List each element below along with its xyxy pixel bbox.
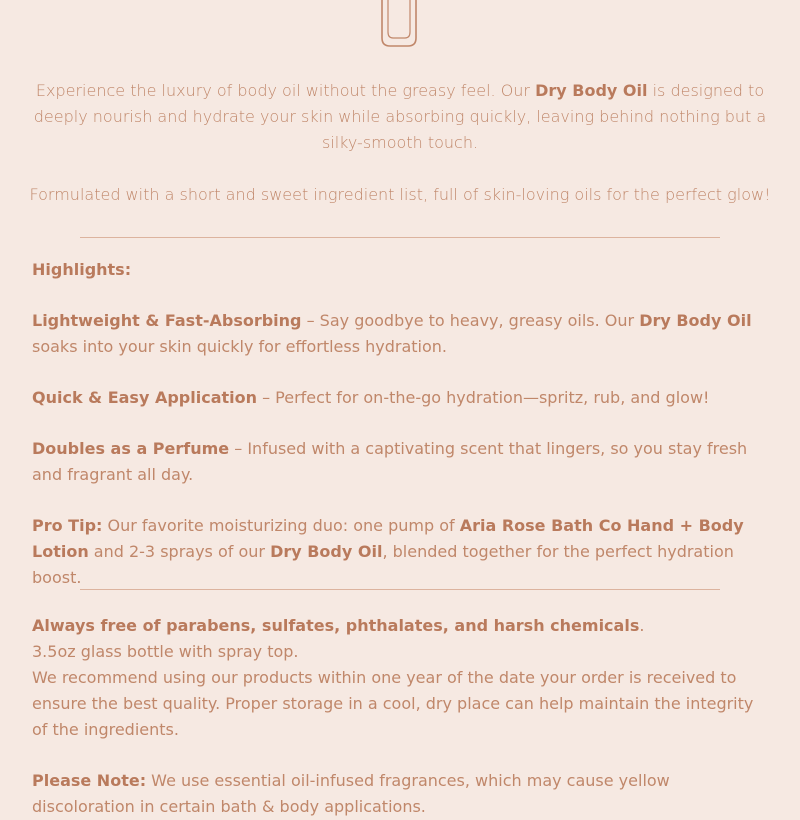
product-name: Dry Body Oil — [535, 81, 648, 100]
details-section — [32, 613, 772, 820]
divider — [80, 237, 720, 238]
free-of-statement: Always free of parabens, sulfates, phthalates, and harsh chemicals. — [32, 616, 645, 635]
highlights-section — [32, 257, 772, 591]
bottle-size: 3.5oz glass bottle with spray top. — [32, 642, 299, 661]
shelf-life-note: We recommend using our products within one year of the date your order is received to ensure the best quality. Proper storage in a cool, dry place can help maintain the integrity of the ingredients. — [32, 668, 754, 739]
divider — [80, 589, 720, 590]
highlight-item: Doubles as a Perfume – Infused with a captivating scent that lingers, so you stay fresh and fragrant all day. — [32, 439, 748, 484]
pro-tip: Pro Tip: Our favorite moisturizing duo: one pump of Aria Rose Bath Co Hand + Body Lotion and 2-3 sprays of our Dry Body Oil, blended together for the perfect hydration boost. — [32, 516, 744, 587]
bottle-icon — [380, 0, 418, 48]
intro-paragraph: Experience the luxury of body oil without the greasy feel. Our Dry Body Oil is designed to deeply nourish and hydrate your skin while absorbing quickly, leaving behind nothing but a silky-smooth touch. — [33, 81, 767, 152]
highlight-item: Lightweight & Fast-Absorbing – Say goodbye to heavy, greasy oils. Our Dry Body Oil soaks into your skin quickly for effortless hydration. — [32, 311, 752, 356]
highlight-item: Quick & Easy Application – Perfect for on-the-go hydration—spritz, rub, and glow! — [32, 388, 710, 407]
highlights-heading: Highlights: — [32, 260, 132, 279]
ingredient-paragraph: Formulated with a short and sweet ingredient list, full of skin-loving oils for the perfect glow! — [29, 185, 771, 204]
please-note: Please Note: We use essential oil-infused fragrances, which may cause yellow discoloration in certain bath & body applications. — [32, 771, 670, 816]
product-intro — [28, 78, 772, 208]
